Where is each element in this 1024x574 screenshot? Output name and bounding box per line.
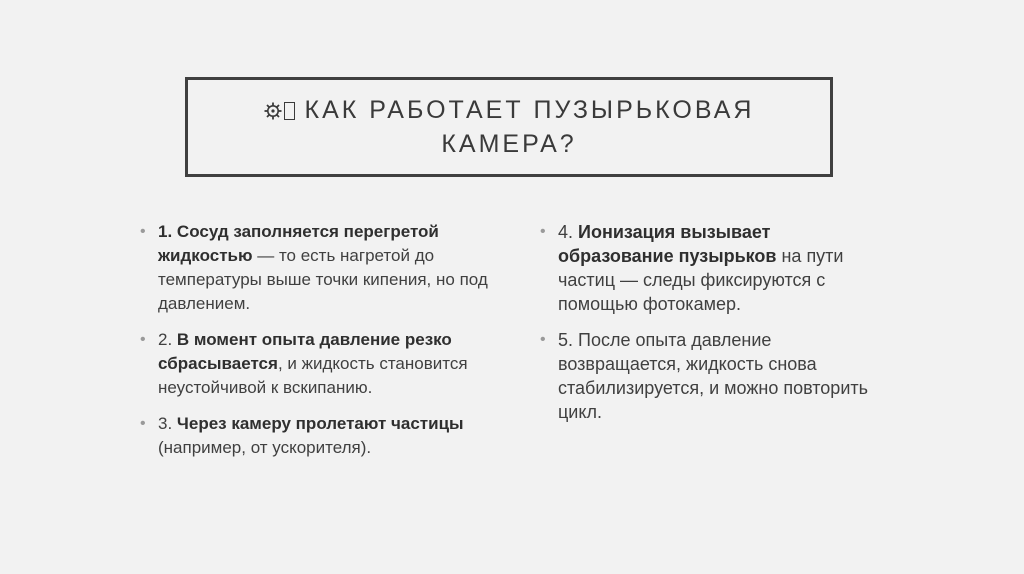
slide-title [229, 94, 789, 159]
list-item [540, 328, 890, 424]
item-text: на пути частиц — следы фиксируются с помощью фотокамер. [558, 246, 844, 314]
item-number: 5. [558, 330, 574, 350]
left-list [140, 220, 490, 460]
item-text: После опыта давление возвращается, жидкость снова стабилизируется, и можно повторить цикл. [558, 330, 868, 422]
item-bold-text: Через камеру пролетают частицы [176, 414, 464, 433]
list-item [140, 220, 490, 316]
bullet: • [140, 331, 146, 348]
bullet: • [140, 415, 146, 432]
item-number: 2. [158, 330, 173, 349]
list-item [540, 220, 890, 316]
right-column [540, 220, 890, 436]
list-item [140, 412, 490, 460]
item-text: , и жидкость становится неустойчивой к вскипанию. [158, 354, 468, 397]
item-number: 3. [158, 414, 173, 433]
right-list [540, 220, 890, 424]
title-line-1: КАК РАБОТАЕТ ПУЗЫРЬКОВАЯ [304, 96, 755, 125]
title-line-2: КАМЕРА? [441, 129, 577, 158]
bullet: • [140, 223, 146, 240]
bullet: • [540, 331, 546, 348]
item-bold-text: Сосуд заполняется перегретой жидкостью [158, 222, 439, 265]
item-bold-text: Ионизация вызывает образование пузырьков [558, 222, 777, 266]
item-text: (например, от ускорителя). [158, 438, 372, 457]
bullet: • [540, 223, 546, 240]
left-column [140, 220, 490, 472]
item-text: — то есть нагретой до температуры выше точки кипения, но под давлением. [158, 246, 488, 313]
missing-glyph-icon [284, 102, 295, 120]
gear-icon [264, 96, 282, 128]
item-bold-text: В момент опыта давление резко сбрасывается [158, 330, 452, 373]
item-number: 1. [158, 222, 173, 241]
title-box [185, 77, 833, 177]
item-number: 4. [558, 222, 574, 242]
list-item [140, 328, 490, 400]
